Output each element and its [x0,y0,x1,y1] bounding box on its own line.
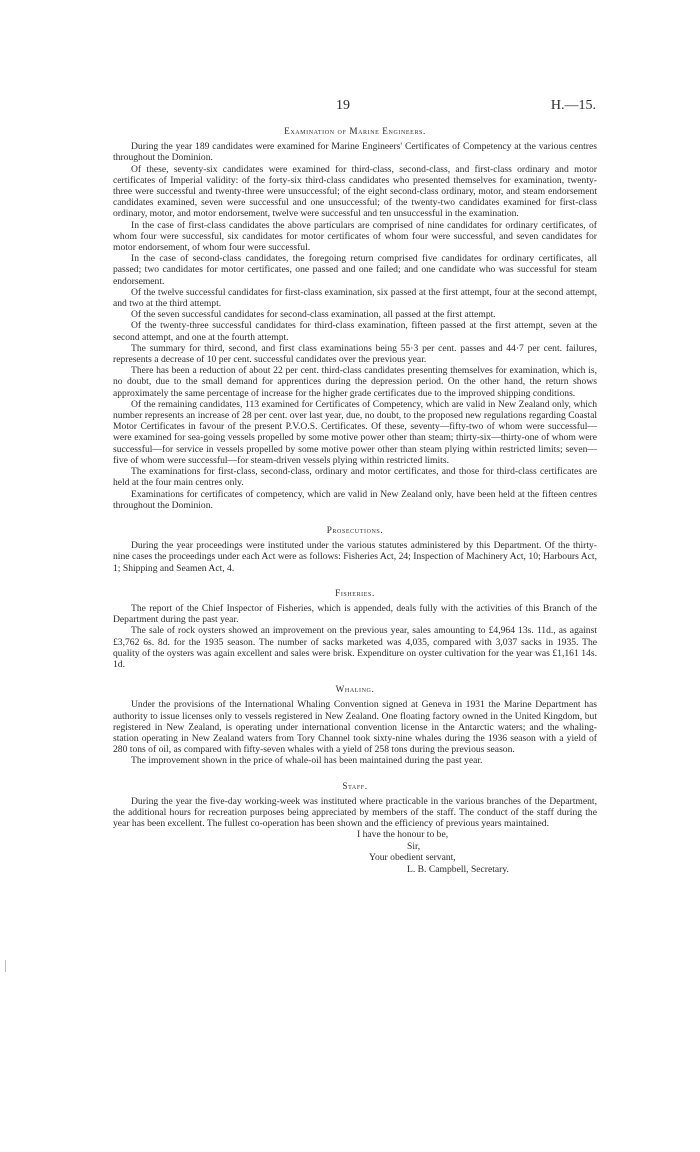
section-marine-engineers [113,126,597,511]
paragraph: Of the seven successful candidates for second-class examination, all passed at the first attempt. [131,309,496,321]
closing-line: Your obedient servant, [369,852,456,864]
closing-line: I have the honour to be, [357,829,449,841]
section-heading: Staff. [342,780,368,791]
paragraph: The summary for third, second, and first class examinations being 55·3 per cent. passes and 44·7 per cent. failures, represents a decrease of 10 per cent. successful candidates over the previous year. [113,342,597,366]
paragraph: Under the provisions of the International Whaling Convention signed at Geneva in 1931 the Marine Department has authority to issue licenses only to vessels registered in New Zealand. One floating factory owned in the United Kingdom, but registered in New Zealand, is operating under international convention license in the Antarctic waters; and the whaling-station operating in New Zealand waters from Tory Channel took sixty-nine whales during the 1936 season with a yield of 280 tons of oil, as compared with fifty-seven whales with a yield of 258 tons during the previous season. [113,699,597,756]
paragraph: Of the twenty-three successful candidates for third-class examination, fifteen passed at the first attempt, seven at the second attempt, and one at the fourth attempt. [113,320,597,343]
paragraph: During the year the five-day working-week was instituted where practicable in the various branches of the Department, the additional hours for recreation purposes being appreciated by members of the staff. The conduct of the staff during the year has been excellent. The fullest co-operation has been shown and the efficiency of previous years maintained. [113,795,597,830]
section-heading: Whaling. [335,684,375,695]
section-heading: Examination of Marine Engineers. [284,126,426,136]
section-whaling [113,684,597,766]
paragraph: Of the remaining candidates, 113 examined for Certificates of Competency, which are valid in New Zealand only, which number represents an increase of 28 per cent. over last year, due, no doubt, to the proposed new regulations regarding Coastal Motor Certificates in favour of the present P.V.O.S. Certificates. Of these, seventy—fifty-two of whom were successful—were examined for sea-going vessels propelled by some motive power other than steam; thirty-six—thirty-one of whom were successful—for service in vessels propelled by some motive power other than steam plying within restricted limits; seven—five of whom were successful—for steam-driven vessels plying within restricted limits. [113,398,597,466]
paragraph: Examinations for certificates of competency, which are valid in New Zealand only, have been held at the fifteen centres throughout the Dominion. [113,488,597,511]
paragraph: There has been a reduction of about 22 per cent. third-class candidates presenting themselves for examination, which is, no doubt, due to the small demand for apprentices during the depression period. On the other hand, the return shows approximately the same percentage of increase for the higher grade certificates due to the improved shipping conditions. [113,365,597,399]
section-fisheries [113,588,597,670]
margin-mark [5,960,6,972]
section-staff [113,781,597,830]
page-number: 19 [336,98,350,113]
paragraph: The sale of rock oysters showed an improvement on the previous year, sales amounting to £4,964 13s. 11d., as against £3,762 6s. 8d. for the 1935 season. The number of sacks marketed was 4,035, compared with 3,037 sacks in 1935. The quality of the oysters was again excellent and sales were brisk. Expenditure on oyster cultivation for the year was £1,161 14s. 1d. [113,625,597,670]
paragraph: The examinations for first-class, second-class, ordinary and motor certificates, and those for third-class certificates are held at the four main centres only. [113,466,597,489]
paragraph: During the year 189 candidates were examined for Marine Engineers' Certificates of Competency at the various centres throughout the Dominion. [113,141,597,164]
page-header [0,98,700,118]
paragraph: The improvement shown in the price of whale-oil has been maintained during the past year. [131,755,483,767]
paragraph: During the year proceedings were instituted under the various statutes administered by this Department. Of the thirty-nine cases the proceedings under each Act were as follows: Fisheries Act, 24; Inspection of Machinery Act, 10; Harbours Act, 1; Shipping and Seamen Act, 4. [113,540,597,574]
signature: L. B. Campbell, Secretary. [407,863,509,875]
paragraph: Of these, seventy-six candidates were examined for third-class, second-class, and first-class ordinary and motor certificates of Imperial validity: of the forty-six third-class candidates who presented themselves for examination, twenty-three were successful and twenty-three were unsuccessful; of the eight second-class ordinary, motor, and steam endorsement candidates examined, seven were successful and one unsuccessful; of the twenty-two candidates examined for first-class ordinary, motor, and motor endorsement, twelve were successful and ten unsuccessful in the examination. [113,163,597,220]
section-prosecutions [113,525,597,574]
paragraph: In the case of second-class candidates, the foregoing return comprised five candidates for ordinary certificates, all passed; two candidates for motor certificates, one passed and one failed; and one candidate who was successful for steam endorsement. [113,253,597,287]
section-heading: Fisheries. [335,587,375,598]
section-heading: Prosecutions. [326,524,384,535]
document-body [113,126,597,875]
paragraph: In the case of first-class candidates the above particulars are comprised of nine candidates for ordinary certificates, of whom four were successful, six candidates for motor certificates of whom four were successful, and seven candidates for motor endorsement, of whom four were successful. [113,219,597,254]
paper-reference: H.—15. [550,98,596,113]
paragraph: The report of the Chief Inspector of Fisheries, which is appended, deals fully with the activities of this Branch of the Department during the past year. [113,602,597,626]
paragraph: Of the twelve successful candidates for first-class examination, six passed at the first attempt, four at the second attempt, and two at the third attempt. [113,286,597,310]
closing-salutation: Sir, [407,840,421,852]
letter-closing [113,829,597,875]
